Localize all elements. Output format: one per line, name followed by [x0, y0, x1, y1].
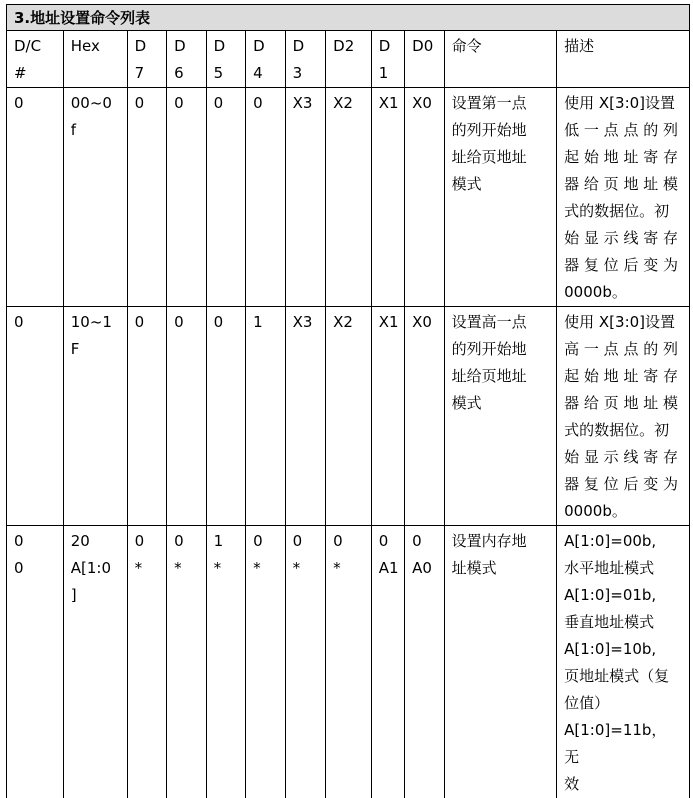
cell-d7: 0 — [127, 307, 167, 526]
cell-d0: X0 — [405, 88, 445, 307]
cell-d3: X3 — [285, 88, 326, 307]
header-d2: D2 — [326, 31, 372, 88]
cell-d1: X1 — [371, 88, 404, 307]
cell-d5: 0 — [206, 88, 246, 307]
address-command-table — [6, 4, 690, 798]
header-d7: D 7 — [127, 31, 167, 88]
header-d1: D1 — [371, 31, 404, 88]
cell-d5: 0 — [206, 307, 246, 526]
cell-d7: 0 * — [127, 526, 167, 798]
cell-command: 设置第一点 的列开始地 址给页地址 模式 — [444, 88, 556, 307]
cell-d4: 0 * — [246, 526, 286, 798]
cell-d7: 0 — [127, 88, 167, 307]
cell-description: 使用 X[3:0]设置 低 一 点 点 的 列 起 始 地 址 寄 存 器 给 页 地 址 模 式的数据位。初 始 显 示 线 寄 存 器 复 位 后 变 为 0000b。 — [557, 88, 690, 307]
cell-description: A[1:0]=00b, 水平地址模式 A[1:0]=01b, 垂直地址模式 A[1:0]=10b, 页地址模式（复 位值） A[1:0]=11b， 无 效 — [557, 526, 690, 798]
header-command: 命令 — [444, 31, 556, 88]
header-dc: D/C # — [7, 31, 64, 88]
cell-hex: 10~1 F — [63, 307, 127, 526]
table-row — [7, 88, 690, 307]
cell-d5: 1 * — [206, 526, 246, 798]
table-row — [7, 526, 690, 798]
cell-dc: 0 — [7, 88, 64, 307]
cell-command: 设置高一点 的列开始地 址给页地址 模式 — [444, 307, 556, 526]
cell-d0: X0 — [405, 307, 445, 526]
header-hex: Hex — [63, 31, 127, 88]
header-description: 描述 — [557, 31, 690, 88]
cell-d1: X1 — [371, 307, 404, 526]
header-d0: D0 — [405, 31, 445, 88]
cell-d6: 0 * — [167, 526, 207, 798]
cell-d3: X3 — [285, 307, 326, 526]
cell-d4: 1 — [246, 307, 286, 526]
header-row — [7, 31, 690, 88]
cell-dc: 0 — [7, 307, 64, 526]
cell-command: 设置内存地 址模式 — [444, 526, 556, 798]
header-d6: D 6 — [167, 31, 207, 88]
cell-d3: 0 * — [285, 526, 326, 798]
cell-hex: 00~0 f — [63, 88, 127, 307]
cell-d6: 0 — [167, 88, 207, 307]
table-title: 3.地址设置命令列表 — [7, 5, 690, 31]
header-d3: D 3 — [285, 31, 326, 88]
cell-d1: 0 A1 — [371, 526, 404, 798]
cell-hex: 20 A[1:0 ] — [63, 526, 127, 798]
table-row — [7, 307, 690, 526]
cell-dc: 0 0 — [7, 526, 64, 798]
header-d4: D 4 — [246, 31, 286, 88]
title-row — [7, 5, 690, 31]
header-d5: D 5 — [206, 31, 246, 88]
cell-d2: 0 * — [326, 526, 372, 798]
cell-d2: X2 — [326, 307, 372, 526]
cell-d2: X2 — [326, 88, 372, 307]
cell-d4: 0 — [246, 88, 286, 307]
cell-d6: 0 — [167, 307, 207, 526]
cell-d0: 0 A0 — [405, 526, 445, 798]
cell-description: 使用 X[3:0]设置 高 一 点 点 的 列 起 始 地 址 寄 存 器 给 页 地 址 模 式的数据位。初 始 显 示 线 寄 存 器 复 位 后 变 为 0000b。 — [557, 307, 690, 526]
